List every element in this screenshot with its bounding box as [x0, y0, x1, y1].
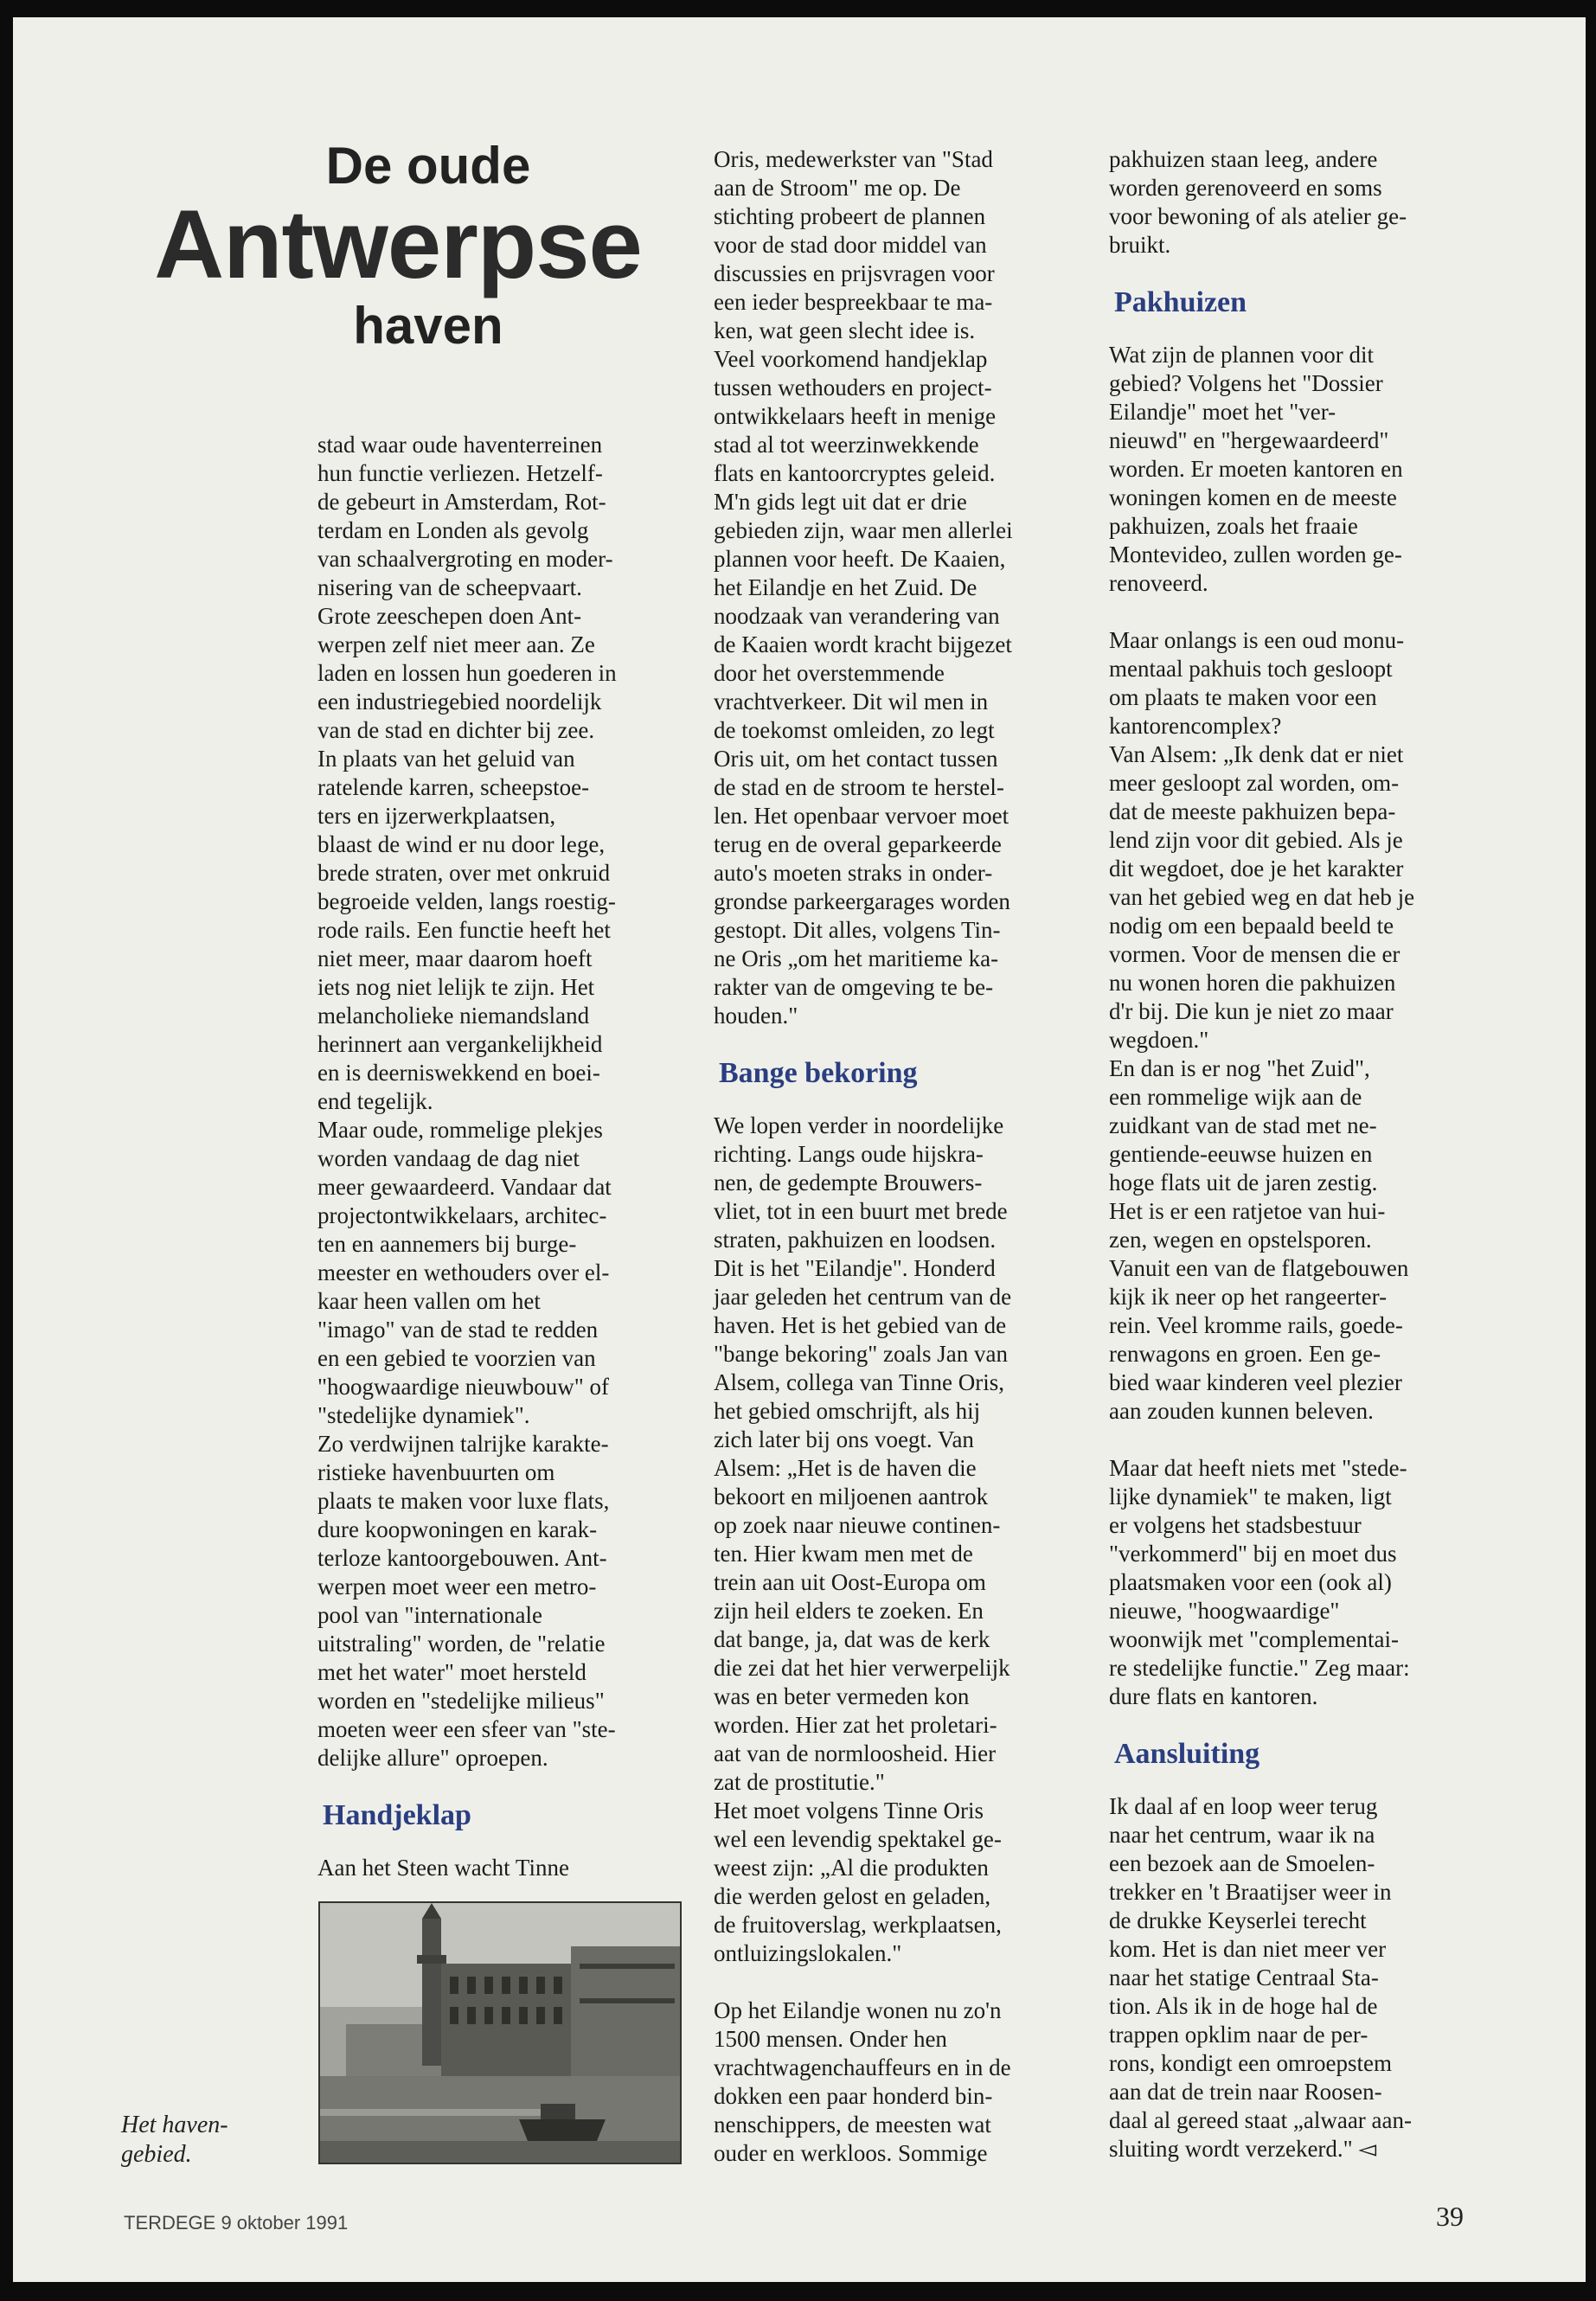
- publication-footer: TERDEGE 9 oktober 1991: [124, 2212, 349, 2234]
- section-heading-pakhuizen: Pakhuizen: [1114, 286, 1247, 318]
- title-line-1: De oude: [325, 137, 531, 195]
- paragraph: pakhuizen staan leeg, andere worden gerenoveerd en soms voor bewoning of als atelier ge- bruikt.: [1109, 146, 1407, 258]
- photo-caption: Het haven- gebied.: [121, 2112, 228, 2168]
- paragraph: Maar onlangs is een oud monu- mentaal pakhuis toch gesloopt om plaats te maken voor een kantorencomplex? Van Alsem: „Ik denk dat er niet meer gesloopt zal worden, om- dat de meeste pakhuizen bepa- lend zijn voor dit gebied. Als je dit wegdoet, doe je het karakter van het gebied weg en dat heb je nodig om een bepaald beeld te vormen. Voor de mensen die er nu wonen horen die pakhuizen d'r bij. Die kun je niet zo maar wegdoen." En dan is er nog "het Zuid", een rommelige wijk aan de zuidkant van de stad met ne- gentiende-eeuwse huizen en hoge flats uit de jaren zestig. Het is er een ratjetoe van hui- zen, wegen en opstelsporen. Vanuit een van de flatgebouwen kijk ik neer op het rangeerter- rein. Veel kromme rails, goede- renwagons en groen. Een ge- bied waar kinderen veel plezier aan zouden kunnen beleven.: [1109, 627, 1415, 1424]
- harbor-photo-illustration: [320, 1903, 680, 2163]
- article-title: [117, 138, 705, 356]
- paragraph: Aan het Steen wacht Tinne: [317, 1855, 569, 1881]
- paragraph: We lopen verder in noordelijke richting. Langs oude hijskra- nen, de gedempte Brouwers- vliet, tot in een buurt met brede straten, pakhuizen en loodsen. Dit is het "Eilandje". Honderd jaar geleden het centrum van de haven. Het is het gebied van de "bange bekoring" zoals Jan van Alsem, collega van Tinne Oris, het gebied omschrijft, als hij zich later bij ons voegt. Van Alsem: „Het is de haven die bekoort en miljoenen aantrok op zoek naar nieuwe continen- ten. Hier kwam men met de trein aan uit Oost-Europa om zijn heil elders te zoeken. En dat bange, ja, dat was de kerk die zei dat het hier verwerpelijk was en beter vermeden kon worden. Hier zat het proletari- aat van de normloosheid. Hier zat de prostitutie." Het moet volgens Tinne Oris wel een levendig spektakel ge- weest zijn: „Al die produkten die werden gelost en geladen, de fruitoverslag, werkplaatsen, ontluizingslokalen.": [714, 1112, 1012, 1966]
- paragraph: Maar dat heeft niets met "stede- lijke dynamiek" te maken, ligt er volgens het stadsbestuur "verkommerd" bij en moet dus plaatsmaken voor een (ook al) nieuwe, "hoogwaardige" woonwijk met "complementai- re stedelijke functie." Zeg maar: dure flats en kantoren.: [1109, 1455, 1410, 1709]
- text-column-3: [1109, 145, 1471, 2163]
- paragraph: stad waar oude haventerreinen hun functie verliezen. Hetzelf- de gebeurt in Amsterdam, Rot- terdam en Londen als gevolg van schaalvergroting en moder- nisering van de scheepvaart. Grote zeeschepen doen Ant- werpen zelf niet meer aan. Ze laden en lossen hun goederen in een industriegebied noordelijk van de stad en dichter bij zee. In plaats van het geluid van ratelende karren, scheepstoe- ters en ijzerwerkplaatsen, blaast de wind er nu door lege, brede straten, over met onkruid begroeide velden, langs roestig- rode rails. Een functie heeft het niet meer, maar daarom hoeft iets nog niet lelijk te zijn. Het melancholieke niemandsland herinnert aan vergankelijkheid en is deerniswekkend en boei- end tegelijk. Maar oude, rommelige plekjes worden vandaag de dag niet meer gewaardeerd. Vandaar dat projectontwikkelaars, architec- ten en aannemers bij burge- meester en wethouders over el- kaar heen vallen om het "imago" van de stad te redden en een gebied te voorzien van "hoogwaardige nieuwbouw" of "stedelijke dynamiek". Zo verdwijnen talrijke karakte- ristieke havenbuurten om plaats te maken voor luxe flats, dure koopwoningen en karak- terloze kantoorgebouwen. Ant- werpen moet weer een metro- pool van "internationale uitstraling" worden, de "relatie met het water" moet hersteld worden en "stedelijke milieus" moeten weer een sfeer van "ste- delijke allure" oproepen.: [317, 432, 617, 1771]
- paragraph: Oris, medewerkster van "Stad aan de Stroom" me op. De stichting probeert de plannen voor de stad door middel van discussies en prijsvragen voor een ieder bespreekbaar te ma- ken, wat geen slecht idee is. Veel voorkomend handjeklap tussen wethouders en project- ontwikkelaars heeft in menige stad al tot weerzinwekkende flats en kantoorcryptes geleid. M'n gids legt uit dat er drie gebieden zijn, waar men allerlei plannen voor heeft. De Kaaien, het Eilandje en het Zuid. De noodzaak van verandering van de Kaaien wordt kracht bijgezet door het overstemmende vrachtverkeer. Dit wil men in de toekomst omleiden, zo legt Oris uit, om het contact tussen de stad en de stroom te herstel- len. Het openbaar vervoer moet terug en de overal geparkeerde auto's moeten straks in onder- grondse parkeergarages worden gestopt. Dit alles, volgens Tin- ne Oris „om het maritieme ka- rakter van de omgeving te be- houden.": [714, 146, 1013, 1029]
- text-column-2: [714, 145, 1072, 2168]
- section-heading-bange-bekoring: Bange bekoring: [719, 1057, 918, 1089]
- section-heading-aansluiting: Aansluiting: [1114, 1738, 1260, 1770]
- title-line-2: Antwerpse: [154, 190, 642, 298]
- paragraph: Wat zijn de plannen voor dit gebied? Volgens het "Dossier Eilandje" moet het "ver- nieuwd" en "hergewaardeerd" worden. Er moeten kantoren en woningen komen en de meeste pakhuizen, zoals het fraaie Montevideo, zullen worden ge- renoveerd.: [1109, 342, 1403, 596]
- page-number: 39: [1436, 2201, 1464, 2232]
- paragraph: Ik daal af en loop weer terug naar het centrum, waar ik na een bezoek aan de Smoelen- trekker en 't Braatijser weer in de drukke Keyserlei terecht kom. Het is dan niet meer ver naar het statige Centraal Sta- tion. Als ik in de hoge hal de trappen opklim naar de per- rons, kondigt een omroepstem aan dat de trein naar Roosen- daal al gereed staat „alwaar aan- sluiting wordt verzekerd." ◅: [1109, 1793, 1413, 2162]
- magazine-page: [13, 17, 1586, 2282]
- text-column-1: [317, 431, 685, 1882]
- section-heading-handjeklap: Handjeklap: [323, 1799, 471, 1831]
- paragraph: Op het Eilandje wonen nu zo'n 1500 mensen. Onder hen vrachtwagenchauffeurs en in de dokken een paar honderd bin- nenschippers, de meesten wat ouder en werkloos. Sommige: [714, 1997, 1011, 2166]
- harbor-photo: [318, 1901, 682, 2164]
- title-line-3: haven: [353, 297, 503, 355]
